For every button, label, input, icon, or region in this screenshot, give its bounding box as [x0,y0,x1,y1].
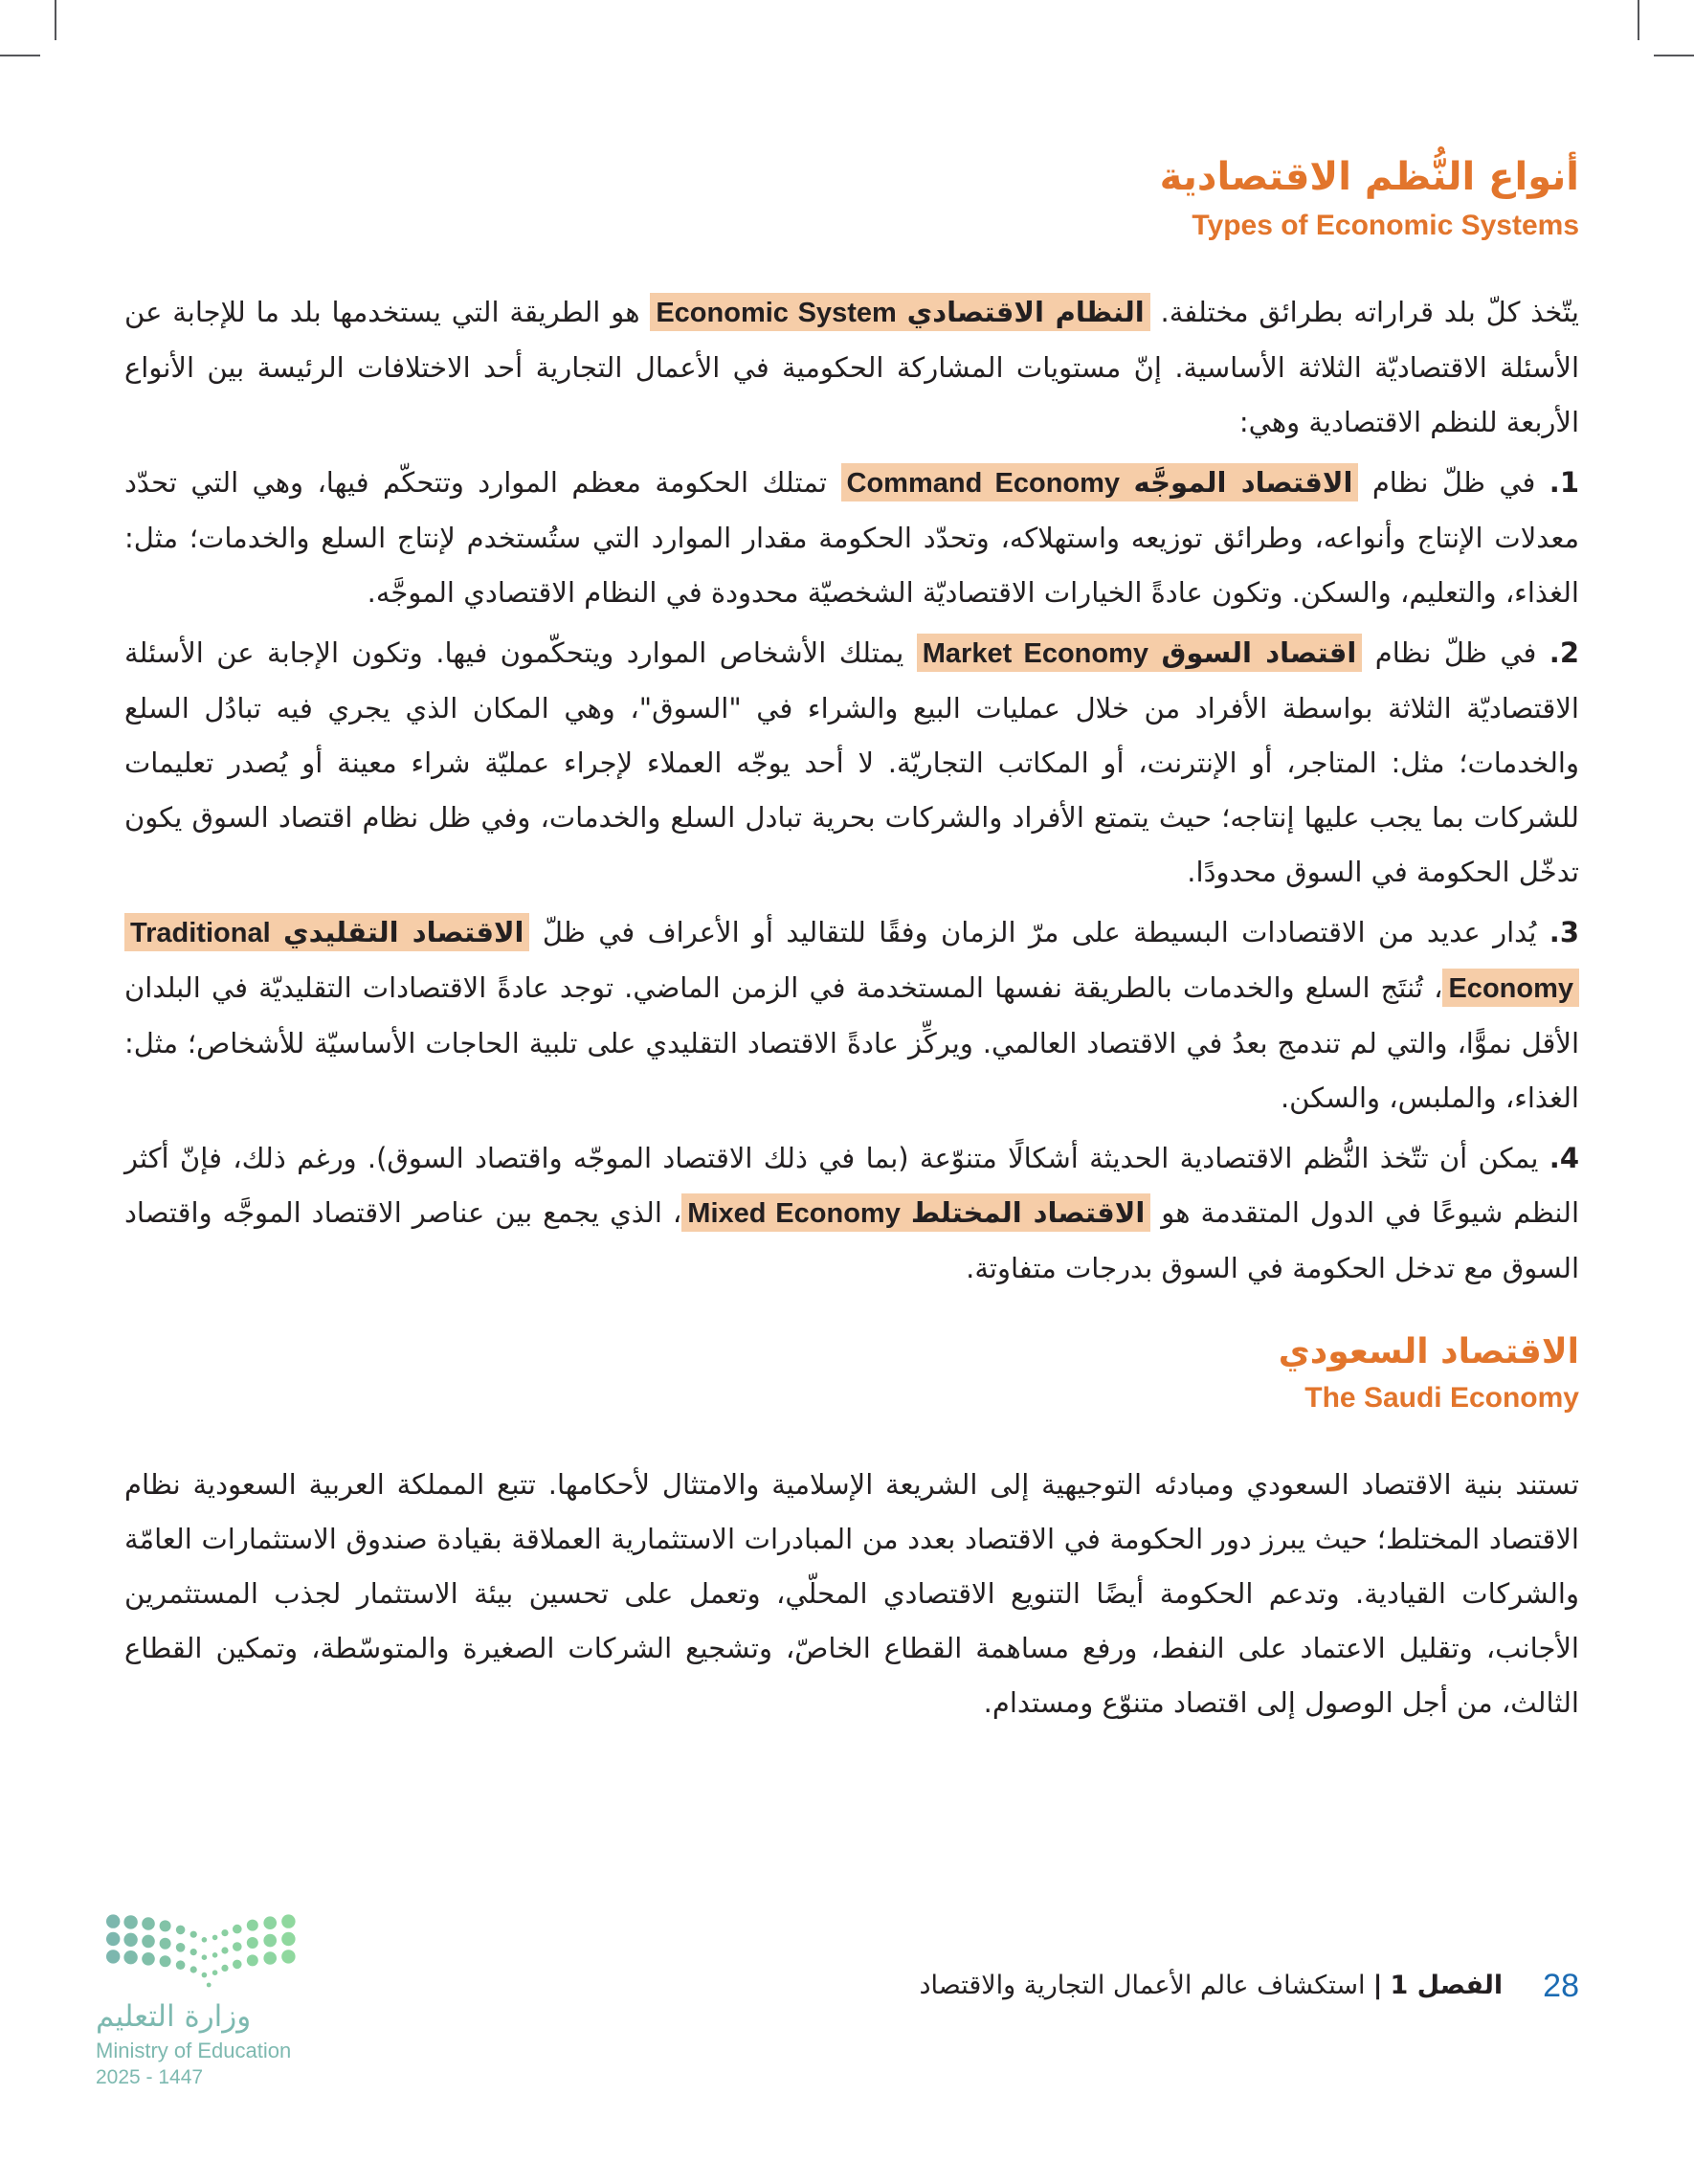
separator: | [1372,1970,1383,2000]
chapter-reference [920,1971,1504,2001]
term-arabic: الاقتصاد التقليدي [283,916,524,948]
intro-text-pre: يتّخذ كلّ بلد قراراته بطرائق مختلفة. [1149,296,1579,328]
section-title-english-saudi-economy: The Saudi Economy [1304,1382,1579,1414]
page-footer [920,1970,1579,2002]
crop-mark [1638,0,1639,40]
item-text-post: يمتلك الأشخاص الموارد ويتحكّمون فيها. وتكون الإجابة عن الأسئلة الاقتصاديّة الثلاثة بواسطة الأفراد من خلال عمليات البيع والشراء في "السوق"، وهي المكان الذي يجري فيه تبادُل السلع والخدمات؛ مثل: المتاجر، أو الإنترنت، أو المكاتب التجاريّة. لا أحد يوجّه العملاء لإجراء عمليّة شراء معينة أو يُصدر تعليمات للشركات بما يجب عليها إنتاجه؛ حيث يتمتع الأفراد والشركات بحرية تبادل السلع والخدمات، وفي ظل نظام اقتصاد السوق يكون تدخّل الحكومة في السوق محدودًا. [124,636,1579,888]
ministry-of-education-logo [96,1912,308,2089]
term-english: Economic System [656,298,897,328]
page-content [124,153,1579,1736]
item-text-pre: في ظلّ نظام [1358,466,1549,499]
term-english: Traditional Economy [130,918,1573,1004]
item-text-post: تمتلك الحكومة معظم الموارد وتتحكّم فيها، وهي التي تحدّد معدلات الإنتاج وأنواعه، وطرائق توزيعه واستهلاكه، وتحدّد الحكومة مقدار الموارد التي ستُستخدم لإنتاج السلع والخدمات؛ مثل: الغذاء، والتعليم، والسكن. وتكون عادةً الخيارات الاقتصاديّة الشخصيّة محدودة في النظام الاقتصادي الموجَّه. [124,466,1579,609]
ministry-wordmark-english: Ministry of Education [96,2038,292,2062]
item-text-post: ، تُنتَج السلع والخدمات بالطريقة نفسها المستخدمة في الزمن الماضي. توجد عادةً الاقتصادات التقليديّة في البلدان الأقل نموًّا، والتي لم تندمج بعدُ في الاقتصاد العالمي. ويركِّز عادةً الاقتصاد التقليدي على تلبية الحاجات الأساسيّة للأشخاص؛ مثل: الغذاء، والملبس، والسكن. [124,971,1579,1114]
item-number: 1. [1549,466,1580,499]
item-text-post: ، الذي يجمع بين عناصر الاقتصاد الموجَّه واقتصاد السوق مع تدخل الحكومة في السوق بدرجات متفاوتة. [124,1196,1579,1284]
term-arabic: الاقتصاد الموجَّه [1133,466,1353,499]
section-title-arabic-saudi-economy: الاقتصاد السعودي [1278,1332,1579,1371]
ministry-logo-years: 2025 - 1447 [96,2066,204,2089]
list-item-market-economy [124,626,1579,900]
highlighted-term [681,1193,1150,1232]
list-item-mixed-economy [124,1131,1579,1296]
intro-text-post: هو الطريقة التي يستخدمها بلد ما للإجابة عن الأسئلة الاقتصاديّة الثلاثة الأساسية. إنّ مستويات المشاركة الحكومية في الأعمال التجارية أحد الاختلافات الرئيسة بين الأنواع الأربعة للنظم الاقتصادية وهي: [124,296,1579,438]
term-arabic: الاقتصاد المختلط [910,1196,1146,1229]
ministry-logo-dots-icon [96,1912,308,1989]
section-title-arabic: أنواع النُّظم الاقتصادية [1159,155,1579,199]
term-english: Market Economy [922,638,1149,669]
term-english: Command Economy [846,468,1121,499]
highlighted-term [650,293,1149,331]
chapter-title: استكشاف عالم الأعمال التجارية والاقتصاد [919,1970,1366,2000]
item-text-pre: يُدار عديد من الاقتصادات البسيطة على مرّ الزمان وفقًا للتقاليد أو الأعراف في ظلّ [529,916,1549,948]
term-arabic: اقتصاد السوق [1161,636,1357,669]
item-text-pre: في ظلّ نظام [1362,636,1549,669]
saudi-economy-paragraph: تستند بنية الاقتصاد السعودي ومبادئه التوجيهية إلى الشريعة الإسلامية والامتثال لأحكامها. تتبع المملكة العربية السعودية نظام الاقتصاد المختلط؛ حيث يبرز دور الحكومة في الاقتصاد بعدد من المبادرات الاستثمارية العملاقة بقيادة صندوق الاستثمارات العامّة والشركات القيادية. وتدعم الحكومة أيضًا التنويع الاقتصادي المحلّي، وتعمل على تحسين بيئة الاستثمار لجذب المستثمرين الأجانب، وتقليل الاعتماد على النفط، ورفع مساهمة القطاع الخاصّ، وتشجيع الشركات الصغيرة والمتوسّطة، وتمكين القطاع الثالث، من أجل الوصول إلى اقتصاد متنوّع ومستدام. [124,1468,1579,1719]
crop-mark [1654,55,1694,56]
ministry-wordmark-arabic: وزارة التعليم [96,1999,252,2034]
term-english: Mixed Economy [687,1198,901,1229]
highlighted-term [917,634,1363,672]
item-number: 2. [1549,636,1579,669]
list-item-command-economy [124,456,1579,620]
intro-paragraph [124,285,1579,450]
term-arabic: النظام الاقتصادي [906,296,1145,328]
list-item-traditional-economy [124,905,1579,1125]
section-title-english: Types of Economic Systems [1192,210,1579,241]
item-text-pre: يمكن أن تتّخذ النُّظم الاقتصادية الحديثة أشكالًا متنوّعة (بما في ذلك الاقتصاد الموجّه واقتصاد السوق). ورغم ذلك، فإنّ أكثر النظم شيوعًا في الدول المتقدمة هو [124,1142,1580,1229]
crop-mark [0,55,40,56]
item-number: 3. [1549,916,1579,948]
chapter-label: الفصل 1 [1390,1970,1504,2000]
page-number: 28 [1543,1968,1579,2004]
crop-mark [55,0,56,40]
highlighted-term [841,463,1359,501]
item-number: 4. [1549,1142,1579,1174]
